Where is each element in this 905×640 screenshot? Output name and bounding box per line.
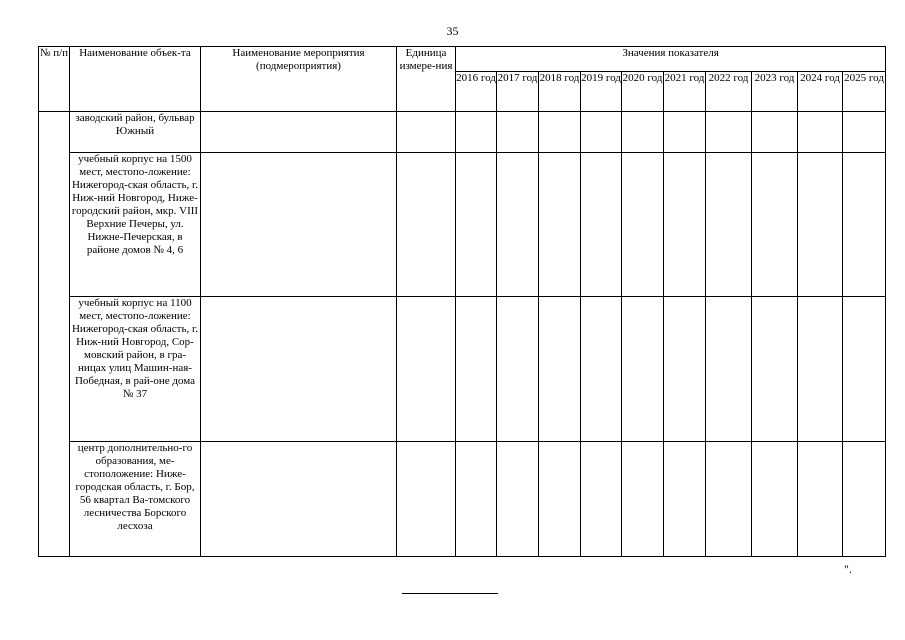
value-cell [843,153,886,297]
value-cell [622,153,664,297]
value-cell [706,112,752,153]
header-row-top [39,47,886,72]
header-num: № п/п [39,47,70,112]
value-cell [706,297,752,442]
value-cell [581,442,622,557]
value-cell [622,297,664,442]
value-cell [798,442,843,557]
value-cell [843,297,886,442]
value-cell [539,442,581,557]
footnote-separator [402,593,498,594]
header-year-2021: 2021 год [664,72,706,112]
value-cell [798,297,843,442]
header-year-2022: 2022 год [706,72,752,112]
measure-cell [201,442,397,557]
header-year-2023: 2023 год [752,72,798,112]
value-cell [664,297,706,442]
value-cell [664,442,706,557]
page-number: 35 [446,24,459,38]
value-cell [497,442,539,557]
value-cell [539,297,581,442]
closing-quote: ". [844,562,852,576]
value-cell [752,112,798,153]
indicator-table [38,46,886,557]
header-year-2016: 2016 год [456,72,497,112]
header-measure: Наименование мероприятия (подмероприятия) [201,47,397,112]
header-unit: Единица измере-ния [397,47,456,112]
table-row [39,442,886,557]
header-object: Наименование объек-та [70,47,201,112]
unit-cell [397,297,456,442]
value-cell [706,442,752,557]
value-cell [798,112,843,153]
value-cell [752,153,798,297]
value-cell [706,153,752,297]
object-cell: учебный корпус на 1500 мест, местопо-ложение: Нижегород-ская область, г. Ниж-ний Новгород, Ниже-городский район, мкр. VIII Верхние Печеры, ул. Нижне-Печерская, в районе домов № 4, 6 [70,153,201,297]
header-year-2024: 2024 год [798,72,843,112]
value-cell [622,442,664,557]
table-row [39,112,886,153]
value-cell [456,297,497,442]
value-cell [664,112,706,153]
value-cell [843,442,886,557]
value-cell [664,153,706,297]
value-cell [539,153,581,297]
value-cell [843,112,886,153]
value-cell [622,112,664,153]
unit-cell [397,442,456,557]
measure-cell [201,153,397,297]
object-cell: учебный корпус на 1100 мест, местопо-ложение: Нижегород-ская область, г. Ниж-ний Новгород, Сор-мовский район, в гра-ницах улиц Машин-ная-Победная, в рай-оне дома № 37 [70,297,201,442]
value-cell [752,442,798,557]
measure-cell [201,112,397,153]
header-year-2025: 2025 год [843,72,886,112]
value-cell [581,112,622,153]
value-cell [456,153,497,297]
value-cell [581,153,622,297]
table-row [39,153,886,297]
unit-cell [397,112,456,153]
value-cell [581,297,622,442]
measure-cell [201,297,397,442]
header-year-2018: 2018 год [539,72,581,112]
object-cell: заводский район, бульвар Южный [70,112,201,153]
object-cell: центр дополнительно-го образования, ме-стоположение: Ниже-городская область, г. Бор, 56 квартал Ва-томского лесничества Борского лесхоза [70,442,201,557]
value-cell [497,153,539,297]
header-values: Значения показателя [456,47,886,72]
value-cell [497,112,539,153]
num-cell [39,112,70,557]
header-year-2017: 2017 год [497,72,539,112]
value-cell [752,297,798,442]
header-year-2020: 2020 год [622,72,664,112]
value-cell [539,112,581,153]
value-cell [798,153,843,297]
value-cell [497,297,539,442]
value-cell [456,442,497,557]
unit-cell [397,153,456,297]
value-cell [456,112,497,153]
header-year-2019: 2019 год [581,72,622,112]
table-row [39,297,886,442]
